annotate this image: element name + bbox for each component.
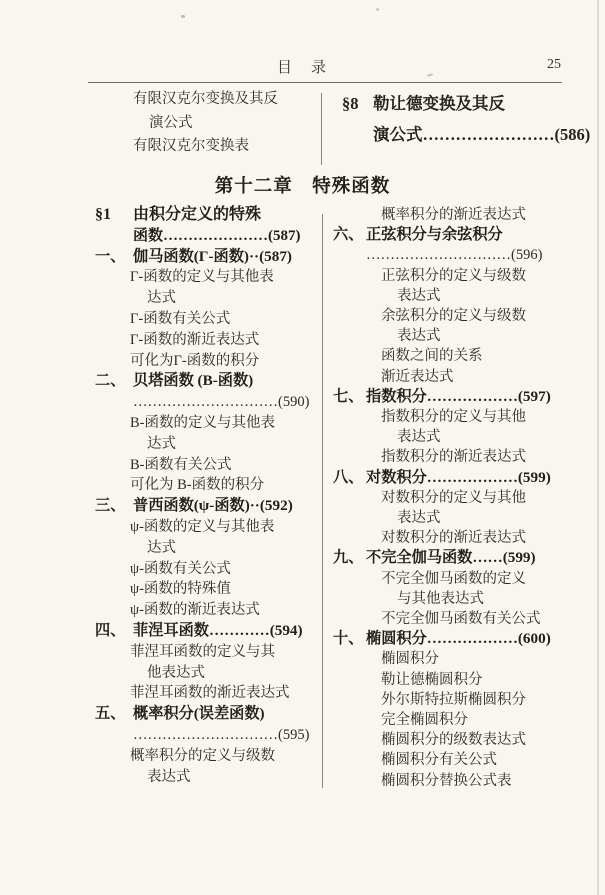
toc-entry-text: ψ-函数的特殊值 — [130, 581, 231, 598]
toc-entry-text: 勒让德变换及其反 — [373, 94, 505, 113]
toc-entry-text: 椭圆积分………………(600) — [366, 630, 551, 648]
toc-entry — [333, 690, 565, 710]
toc-entry — [95, 267, 323, 288]
toc-entry — [95, 496, 323, 517]
toc-entry-text: 贝塔函数 (B-函数) — [133, 372, 254, 390]
toc-entry — [333, 427, 565, 447]
toc-entry-number: §1 — [95, 206, 111, 223]
toc-entry-text: 可化为 B-函数的积分 — [130, 477, 265, 494]
toc-entry — [333, 367, 565, 387]
toc-entry-text: 表达式 — [147, 768, 191, 785]
toc-entry-text: 他表达式 — [147, 664, 205, 681]
toc-entry — [95, 455, 323, 476]
toc-entry — [333, 387, 565, 407]
toc-entry — [333, 468, 565, 488]
toc-entry-number: 四、 — [95, 621, 126, 639]
toc-entry-text: B-函数有关公式 — [130, 456, 232, 473]
toc-entry-text: 不完全伽马函数的定义 — [381, 570, 526, 587]
toc-entry-text: 函数…………………(587) — [133, 227, 301, 244]
toc-entry-text: 椭圆积分有关公式 — [381, 752, 497, 769]
toc-entry-text: 概率积分的渐近表达式 — [381, 207, 526, 223]
toc-entry — [333, 609, 565, 629]
toc-entry-text: 与其他表达式 — [397, 590, 484, 607]
toc-entry-text: 对数积分的渐近表达式 — [381, 530, 526, 547]
page-title: 目 录 — [276, 60, 328, 76]
toc-entry-text: 椭圆积分的级数表达式 — [381, 732, 526, 749]
toc-entry-text: 不完全伽马函数……(599) — [366, 549, 536, 567]
toc-entry-text: 椭圆积分替换公式表 — [381, 772, 512, 789]
toc-entry — [95, 683, 323, 704]
toc-entry-text: 演公式……………………(586) — [373, 125, 591, 144]
toc-entry-text: …………………………(590) — [133, 394, 310, 411]
toc-entry-text: 表达式 — [397, 287, 441, 304]
toc-entry — [333, 205, 565, 225]
toc-entry-text: 达式 — [147, 539, 176, 556]
toc-column-left — [95, 205, 323, 787]
toc-entry-text: 菲涅耳函数…………(594) — [133, 621, 303, 639]
toc-entry-text: 菲涅耳函数的渐近表达式 — [130, 685, 290, 702]
toc-entry-number: 二、 — [95, 372, 126, 390]
prev-chapter-tail-left — [133, 88, 278, 159]
toc-entry-text: 有限汉克尔变换及其反 — [133, 91, 278, 107]
toc-entry — [333, 528, 565, 548]
toc-entry-text: 完全椭圆积分 — [381, 712, 468, 729]
toc-entry-text: 表达式 — [397, 429, 441, 446]
toc-entry-text: Γ-函数有关公式 — [130, 310, 231, 327]
toc-entry-text: Γ-函数的定义与其他表 — [130, 269, 274, 286]
toc-entry — [333, 306, 565, 326]
toc-entry-number: 十、 — [333, 630, 364, 648]
toc-entry-text: 普西函数(ψ-函数)··(592) — [133, 497, 293, 515]
toc-entry — [333, 266, 565, 286]
toc-entry — [333, 447, 565, 467]
toc-entry — [95, 704, 323, 725]
toc-entry-text: 正弦积分与余弦积分 — [366, 226, 503, 244]
toc-entry-number: 九、 — [333, 549, 364, 567]
toc-entry — [95, 351, 323, 372]
toc-entry — [133, 88, 278, 112]
toc-entry-number: §8 — [342, 94, 359, 113]
toc-entry-text: 达式 — [147, 435, 176, 452]
toc-entry — [333, 245, 565, 265]
toc-entry — [342, 119, 591, 150]
toc-entry-text: 指数积分的定义与其他 — [381, 409, 526, 426]
toc-entry-text: 渐近表达式 — [381, 368, 454, 385]
toc-entry-text: 指数积分………………(597) — [366, 387, 551, 405]
toc-entry — [333, 629, 565, 649]
toc-entry — [95, 600, 323, 621]
toc-entry-text: 指数积分的渐近表达式 — [381, 449, 526, 466]
toc-entry — [95, 371, 323, 392]
toc-entry — [95, 621, 323, 642]
toc-entry-text: 表达式 — [397, 328, 441, 345]
toc-entry-number: 八、 — [333, 468, 364, 486]
toc-entry — [333, 569, 565, 589]
toc-entry — [333, 589, 565, 609]
toc-entry — [333, 649, 565, 669]
toc-entry-text: 正弦积分的定义与级数 — [381, 267, 526, 284]
toc-entry-number: 五、 — [95, 705, 126, 723]
toc-entry-number: 一、 — [95, 247, 126, 265]
toc-entry-text: 函数之间的关系 — [381, 348, 483, 365]
toc-entry — [333, 407, 565, 427]
toc-entry — [333, 488, 565, 508]
toc-entry — [333, 326, 565, 346]
toc-entry-text: 不完全伽马函数有关公式 — [381, 611, 541, 628]
toc-entry — [333, 730, 565, 750]
toc-entry — [333, 750, 565, 770]
toc-entry-text: 可化为Γ-函数的积分 — [130, 352, 260, 369]
toc-entry-text: ψ-函数有关公式 — [130, 560, 231, 577]
toc-entry-text: ψ-函数的渐近表达式 — [130, 602, 260, 619]
toc-entry-text: 余弦积分的定义与级数 — [381, 308, 526, 325]
toc-entry — [333, 346, 565, 366]
toc-entry — [95, 746, 323, 767]
scan-artifact — [376, 8, 379, 11]
toc-entry — [95, 392, 323, 413]
prev-chapter-tail-right — [342, 88, 591, 150]
toc-entry-text: 由积分定义的特殊 — [133, 206, 262, 223]
toc-entry-text: 对数积分………………(599) — [366, 468, 551, 486]
toc-entry — [95, 288, 323, 309]
toc-entry — [95, 538, 323, 559]
toc-entry-number: 七、 — [333, 387, 364, 405]
column-divider-top — [321, 93, 322, 165]
toc-entry — [333, 710, 565, 730]
toc-entry-number: 三、 — [95, 497, 126, 515]
toc-entry-text: 对数积分的定义与其他 — [381, 489, 526, 506]
toc-entry-text: 概率积分(误差函数) — [133, 705, 265, 723]
toc-entry-text: Γ-函数的渐近表达式 — [130, 331, 260, 348]
toc-entry — [333, 771, 565, 791]
toc-entry-text: B-函数的定义与其他表 — [130, 414, 275, 431]
toc-entry-text: 菲涅耳函数的定义与其 — [130, 643, 275, 660]
toc-entry-text: 有限汉克尔变换表 — [133, 138, 249, 154]
toc-entry — [333, 508, 565, 528]
toc-entry — [95, 205, 323, 226]
toc-entry — [95, 434, 323, 455]
toc-entry-text: 勒让德椭圆积分 — [381, 671, 483, 688]
toc-entry-text: 达式 — [147, 290, 176, 307]
toc-entry — [95, 579, 323, 600]
page-number: 25 — [547, 57, 561, 72]
toc-entry-text: ψ-函数的定义与其他表 — [130, 518, 275, 535]
toc-entry — [95, 517, 323, 538]
toc-entry-number: 六、 — [333, 226, 364, 244]
toc-entry-text: 表达式 — [397, 510, 441, 527]
toc-entry — [95, 725, 323, 746]
toc-entry-text: 外尔斯特拉斯椭圆积分 — [381, 691, 526, 708]
toc-entry — [95, 663, 323, 684]
toc-entry — [133, 135, 278, 159]
toc-entry — [95, 247, 323, 268]
toc-entry — [333, 670, 565, 690]
toc-entry — [95, 642, 323, 663]
toc-entry — [95, 767, 323, 788]
chapter-heading: 第十二章 特殊函数 — [214, 177, 391, 197]
toc-entry — [333, 225, 565, 245]
toc-entry — [333, 548, 565, 568]
toc-entry — [333, 286, 565, 306]
toc-entry-text: 演公式 — [149, 114, 193, 131]
toc-entry-text: 伽马函数(Γ-函数)··(587) — [133, 247, 292, 265]
toc-entry — [95, 226, 323, 247]
toc-entry-text: …………………………(596) — [366, 247, 543, 264]
toc-entry-text: 椭圆积分 — [381, 651, 439, 668]
toc-entry — [342, 88, 567, 119]
toc-entry — [133, 112, 278, 136]
toc-entry — [95, 475, 323, 496]
toc-column-right — [333, 205, 565, 791]
header-rule — [88, 82, 562, 83]
toc-entry-text: 概率积分的定义与级数 — [130, 747, 275, 764]
toc-entry — [95, 413, 323, 434]
toc-entry — [95, 559, 323, 580]
toc-entry-text: …………………………(595) — [133, 726, 310, 743]
scan-artifact — [181, 15, 185, 18]
toc-entry — [95, 330, 323, 351]
toc-entry — [95, 309, 323, 330]
